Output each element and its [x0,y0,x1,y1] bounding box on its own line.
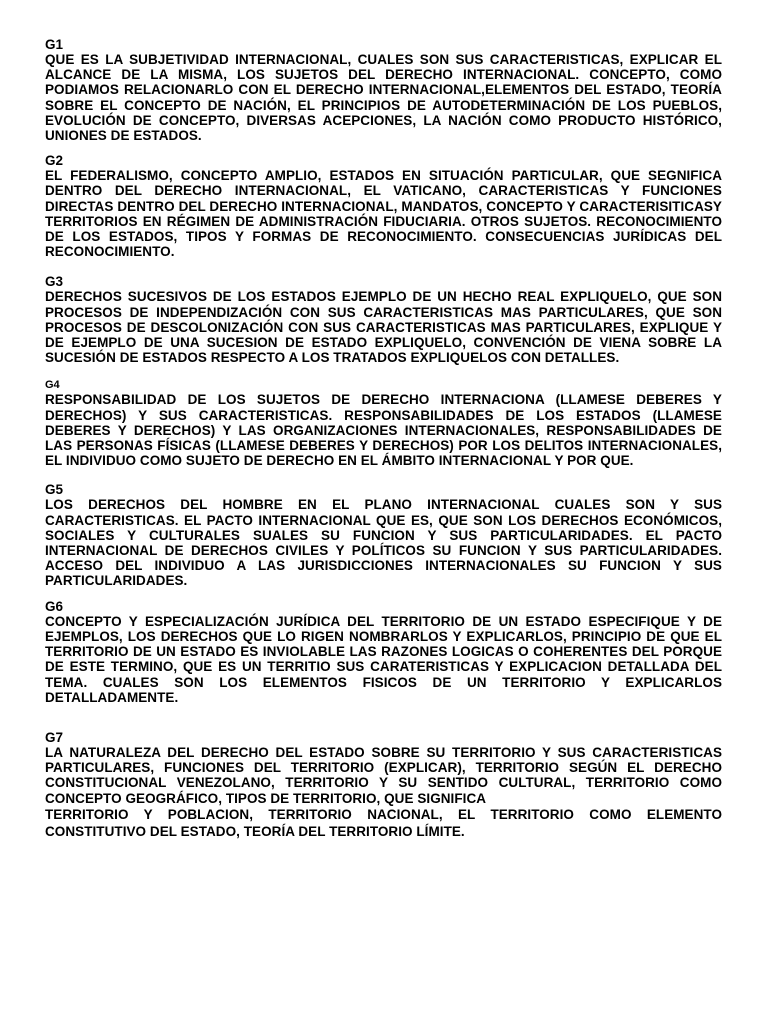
section-label: G6 [45,598,64,614]
section-g4 [45,379,722,468]
section-label: G4 [45,379,60,392]
section-text: RESPONSABILIDAD DE LOS SUJETOS DE DERECHO INTERNACIONA (LLAMESE DEBERES Y DERECHOS) Y SUS CARACTERISTICAS. RESPONSABILIDADES DE LOS ESTADOS (LLAMESE DEBERES Y DERECHOS) Y LAS ORGANIZACIONES INTERNACIONALES, RESPONSABILIDADES DE LAS PERSONAS FÍSICAS (LLAMESE DEBERES Y DERECHOS) POR LOS DELITOS INTERNACIONALES, EL INDIVIDUO COMO SUJETO DE DERECHO EN EL ÁMBITO INTERNACIONAL Y POR QUE. [45,392,722,469]
section-g3 [45,274,722,365]
section-g1 [45,37,722,143]
section-text: LOS DERECHOS DEL HOMBRE EN EL PLANO INTERNACIONAL CUALES SON Y SUS CARACTERISTICAS. EL PACTO INTERNACIONAL QUE ES, QUE SON LOS DERECHOS ECONÓMICOS, SOCIALES Y CULTURALES SUALES SU FUNCION Y SUS PARTICULARIDADES. EL PACTO INTERNACIONAL DE DERECHOS CIVILES Y POLÍTICOS SU FUNCION Y SUS PARTICULARIDADES. ACCESO DEL INDIVIDUO A LAS JURISDICCIONES INTERNACIONALES SU FUNCION Y SUS PARTICULARIDADES. [45,497,722,589]
section-text: EL FEDERALISMO, CONCEPTO AMPLIO, ESTADOS EN SITUACIÓN PARTICULAR, QUE SEGNIFICA DENTRO DEL DERECHO INTERNACIONAL, EL VATICANO, CARACTERISTICAS Y FUNCIONES DIRECTAS DENTRO DEL DERECHO INTERNACIONAL, MANDATOS, CONCEPTO Y CARACTERISITICASY TERRITORIOS EN RÉGIMEN DE ADMINISTRACIÓN FIDUCIARIA. OTROS SUJETOS. RECONOCIMIENTO DE LOS ESTADOS, TIPOS Y FORMAS DE RECONOCIMIENTO. CONSECUENCIAS JURÍDICAS DEL RECONOCIMIENTO. [45,168,722,260]
section-g6 [45,599,722,705]
section-label: G1 [45,37,64,52]
section-g5 [45,482,722,588]
section-label: G5 [45,482,64,498]
section-text-continued: TERRITORIO Y POBLACION, TERRITORIO NACIONAL, EL TERRITORIO COMO ELEMENTO CONSTITUTIVO DEL ESTADO, TEORÍA DEL TERRITORIO LÍMITE. [45,806,722,840]
section-text: CONCEPTO Y ESPECIALIZACIÓN JURÍDICA DEL TERRITORIO DE UN ESTADO ESPECIFIQUE Y DE EJEMPLOS, LOS DERECHOS QUE LO RIGEN NOMBRARLOS Y EXPLICARLOS, PRINCIPIO DE QUE EL TERRITORIO DE UN ESTADO ES INVIOLABLE LAS RAZONES LOGICAS O COHERENTES DEL PORQUE DE ESTE TERMINO, QUE ES UN TERRITIO SUS CARATERISTICAS Y EXPLICACION DETALLADA DEL TEMA. CUALES SON LOS ELEMENTOS FISICOS DE UN TERRITORIO Y EXPLICARLOS DETALLADAMENTE. [45,613,722,705]
section-g2 [45,153,722,259]
section-text: QUE ES LA SUBJETIVIDAD INTERNACIONAL, CUALES SON SUS CARACTERISTICAS, EXPLICAR EL ALCANCE DE LA MISMA, LOS SUJETOS DEL DERECHO INTERNACIONAL. CONCEPTO, COMO PODIAMOS RELACIONARLO CON EL DERECHO INTERNACIONAL,ELEMENTOS DEL ESTADO, TEORÍA SOBRE EL CONCEPTO DE NACIÓN, EL PRINCIPIOS DE AUTODETERMINACIÓN DE LOS PUEBLOS, EVOLUCIÓN DE CONCEPTO, DIVERSAS ACEPCIONES, LA NACIÓN COMO PRODUCTO HISTÓRICO, UNIONES DE ESTADOS. [45,52,722,144]
section-text: DERECHOS SUCESIVOS DE LOS ESTADOS EJEMPLO DE UN HECHO REAL EXPLIQUELO, QUE SON PROCESOS DE INDEPENDIZACIÓN CON SUS CARACTERISTICAS MAS PARTICULARES, QUE SON PROCESOS DE DESCOLONIZACIÓN CON SUS CARACTERISTICAS MAS PARTICULARES, EXPLIQUE Y DE EJEMPLO DE UNA SUCESION DE ESTADO EXPLIQUELO, CONVENCIÓN DE VIENA SOBRE LA SUCESIÓN DE ESTADOS RESPECTO A LOS TRATADOS EXPLIQUELOS CON DETALLES. [45,289,722,366]
section-label: G3 [45,274,64,290]
section-label: G7 [45,729,64,745]
section-label: G2 [45,153,64,169]
section-g7 [45,730,722,841]
section-text: LA NATURALEZA DEL DERECHO DEL ESTADO SOBRE SU TERRITORIO Y SUS CARACTERISTICAS PARTICULARES, FUNCIONES DEL TERRITORIO (EXPLICAR), TERRITORIO SEGÚN EL DERECHO CONSTITUCIONAL VENEZOLANO, TERRITORIO Y SU SENTIDO CULTURAL, TERRITORIO COMO CONCEPTO GEOGRÁFICO, TIPOS DE TERRITORIO, QUE SIGNIFICA [45,744,722,806]
document-page [45,37,722,841]
